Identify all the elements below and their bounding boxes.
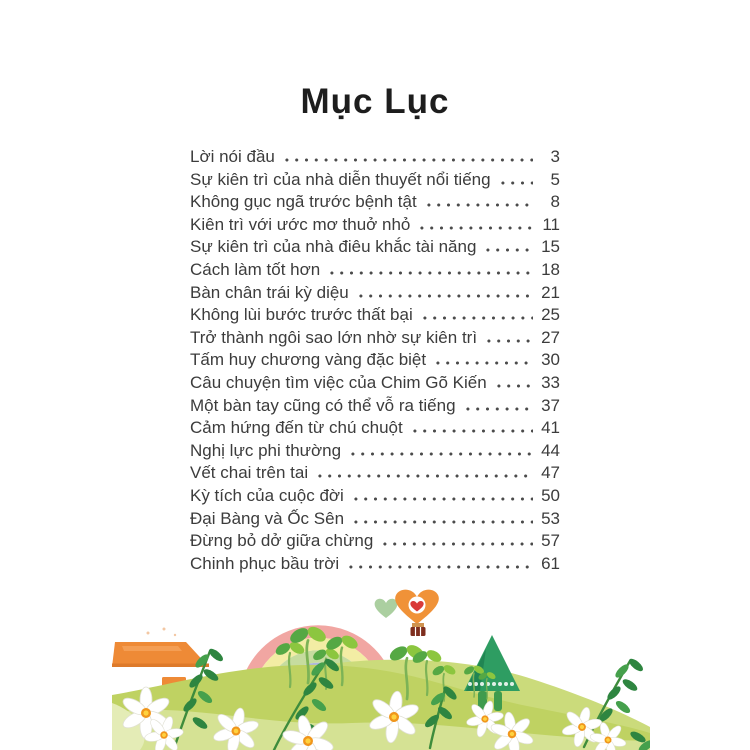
toc-row xyxy=(190,260,560,283)
toc-entry-title: Một bàn tay cũng có thể vỗ ra tiếng xyxy=(190,395,456,415)
dot-leader xyxy=(433,352,533,365)
dot-leader xyxy=(315,465,533,478)
toc-entry-page-number: 18 xyxy=(541,259,560,279)
toc-entry-page-number: 50 xyxy=(541,485,560,505)
dot-leader xyxy=(356,285,533,298)
toc-entry-title: Trở thành ngôi sao lớn nhờ sự kiên trì xyxy=(190,327,478,347)
page-title: Mục Lục xyxy=(300,82,450,121)
dot-leader xyxy=(348,443,533,456)
toc-row xyxy=(190,350,560,373)
dot-leader xyxy=(463,398,533,411)
toc-row xyxy=(190,147,560,170)
toc-entry-page-number: 15 xyxy=(541,237,560,257)
dot-leader xyxy=(282,149,533,162)
toc-entry-page-number: 53 xyxy=(541,508,560,528)
toc-row xyxy=(190,373,560,396)
toc-row xyxy=(190,237,560,260)
toc-entry-page-number: 25 xyxy=(541,305,560,325)
toc-entry-title: Nghị lực phi thường xyxy=(190,440,342,460)
toc-row xyxy=(190,305,560,328)
dot-leader xyxy=(498,172,533,185)
dot-leader xyxy=(346,556,533,569)
toc-entry-title: Tấm huy chương vàng đặc biệt xyxy=(190,350,427,370)
toc-entry-title: Không gục ngã trước bệnh tật xyxy=(190,192,417,212)
toc-entry-title: Sự kiên trì của nhà diễn thuyết nổi tiếng xyxy=(190,169,491,189)
toc-entry-title: Kỳ tích của cuộc đời xyxy=(190,485,344,505)
toc-entry-page-number: 30 xyxy=(541,350,560,370)
toc-entry-title: Kiên trì với ước mơ thuở nhỏ xyxy=(190,214,411,234)
toc-entry-title: Không lùi bước trước thất bại xyxy=(190,305,413,325)
toc-entry-page-number: 44 xyxy=(541,440,560,460)
dot-leader xyxy=(380,533,533,546)
toc-row xyxy=(190,418,560,441)
dot-leader xyxy=(483,239,533,252)
toc-entry-page-number: 41 xyxy=(541,418,560,438)
toc-entry-title: Sự kiên trì của nhà điêu khắc tài năng xyxy=(190,237,477,257)
toc-entry-page-number: 57 xyxy=(541,531,560,551)
toc-entry-page-number: 3 xyxy=(550,147,560,166)
toc-row xyxy=(190,509,560,532)
toc-row xyxy=(190,463,560,486)
dot-leader xyxy=(351,488,533,501)
toc-entry-page-number: 21 xyxy=(541,282,560,302)
dot-leader xyxy=(410,420,533,433)
toc-row xyxy=(190,328,560,351)
toc-entry-title: Lời nói đầu xyxy=(190,147,275,166)
dot-leader xyxy=(417,217,533,230)
toc-entry-page-number: 61 xyxy=(541,553,560,573)
toc-entry-title: Bàn chân trái kỳ diệu xyxy=(190,282,349,302)
toc-entry-page-number: 8 xyxy=(550,192,560,212)
toc-entry-page-number: 47 xyxy=(541,463,560,483)
toc-entry-title: Cảm hứng đến từ chú chuột xyxy=(190,418,403,438)
toc-row xyxy=(190,554,560,577)
toc-entry-title: Câu chuyện tìm việc của Chim Gõ Kiến xyxy=(190,372,487,392)
toc-entry-page-number: 5 xyxy=(550,169,560,189)
meadow-illustration xyxy=(112,585,650,750)
dot-leader xyxy=(327,262,533,275)
toc-row xyxy=(190,531,560,554)
dot-leader xyxy=(420,307,533,320)
toc-row xyxy=(190,486,560,509)
toc-entry-title: Vết chai trên tai xyxy=(190,463,309,483)
toc-entry-title: Đại Bàng và Ốc Sên xyxy=(190,508,345,528)
toc-row xyxy=(190,170,560,193)
toc-entry-page-number: 27 xyxy=(541,327,560,347)
toc-row xyxy=(190,215,560,238)
toc-entry-page-number: 11 xyxy=(542,214,560,234)
toc-entry-page-number: 37 xyxy=(541,395,560,415)
toc-entry-title: Cách làm tốt hơn xyxy=(190,259,321,279)
dot-leader xyxy=(494,375,533,388)
toc-entry-page-number: 33 xyxy=(541,372,560,392)
table-of-contents xyxy=(190,147,560,576)
toc-entry-title: Chinh phục bầu trời xyxy=(190,553,340,573)
green-heart-icon xyxy=(375,599,398,618)
dot-leader xyxy=(484,330,533,343)
toc-entry-title: Đừng bỏ dở giữa chừng xyxy=(190,531,374,551)
dot-leader xyxy=(424,194,533,207)
toc-row xyxy=(190,283,560,306)
toc-row xyxy=(190,441,560,464)
heart-balloon-icon xyxy=(375,590,439,636)
dot-leader xyxy=(351,511,533,524)
toc-row xyxy=(190,396,560,419)
toc-row xyxy=(190,192,560,215)
